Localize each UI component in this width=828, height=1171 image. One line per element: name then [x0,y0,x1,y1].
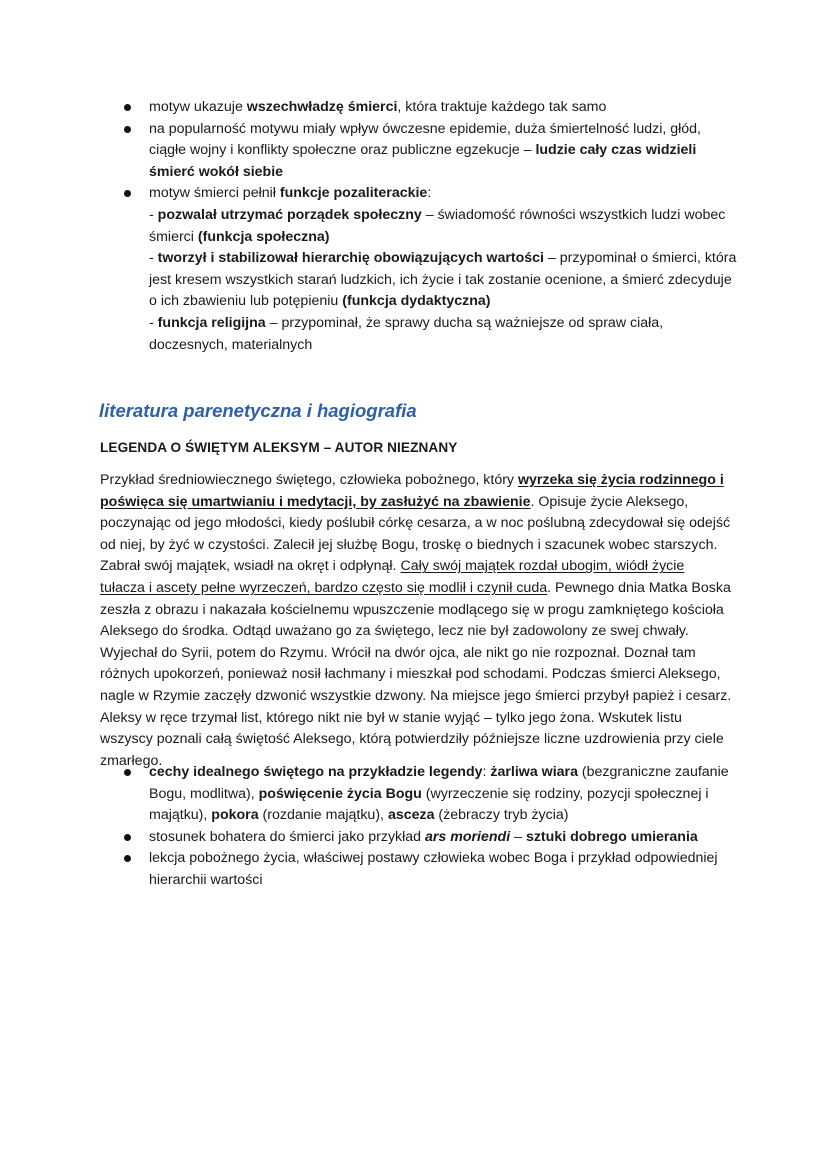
item-text: (wyrzeczenie się rodziny, pozycji społecznej i majątku), [149,785,709,824]
sub-bold-text: (funkcja społeczna) [197,228,330,245]
item-bold-text: sztuki dobrego umierania [525,828,698,845]
top-bullet-list [100,97,740,356]
legend-summary-paragraph [100,470,732,772]
list-item [100,827,740,849]
item-text: na popularność motywu miały wpływ ówczesne epidemie, duża śmiertelność ludzi, głód, ciągłe wojny i konflikty społeczne oraz publiczne egzekucje – [149,120,701,159]
item-text: (rozdanie majątku), [258,807,388,824]
item-text: (bezgraniczne zaufanie Bogu, modlitwa), [149,764,729,802]
item-bold-italic-text: ars moriendi [425,828,511,845]
item-text: : [427,185,432,202]
sub-dash: - [149,250,158,267]
item-bold-text: pokora [211,807,259,824]
paragraph-text: . Opisuje życie Aleksego, poczynając od jego młodości, kiedy poślubił córkę cesarza, a w noc poślubną zdecydował się odejść od niej, by żyć w czystości. Zalecił jej służbę Bogu, troskę o biednych i szacunek wobec starszych. Zabrał swój majątek, wsiadł na okręt i odpłynął. [100,493,731,575]
item-bold-text: asceza [387,807,435,824]
paragraph-text: . Pewnego dnia Matka Boska zeszła z obrazu i nakazała kościelnemu wpuszczenie modlącego się w progu zamkniętego kościoła Aleksego do środka. Odtąd uważano go za świętego, lecz nie był zadowolony ze swej chwały. Wyjechał do Syrii, potem do Rzymu. Wrócił na dwór ojca, ale nikt go nie rozpoznał. Doznał tam różnych upokorzeń, ponieważ nosił łachmany i mieszkał pod schodami. Podczas śmierci Aleksego, nagle w Rzymie zaczęły dzwonić wszystkie dzwony. Na miejsce jego śmierci przybył papież i cesarz. Aleksy w ręce trzymał list, którego nikt nie był w stanie wyjąć – tylko jego żona. Wskutek listu wszyscy poznali całą świętość Aleksego, którą potwierdziły późniejsze liczne uzdrowienia przy ciele zmarłego. [100,579,732,769]
item-bold-text: ludzie cały czas widzieli śmierć wokół siebie [149,142,697,180]
bullet-icon [124,126,131,133]
item-bold-text: poświęcenie życia Bogu [258,785,422,802]
item-text: stosunek bohatera do śmierci jako przykład [149,828,426,845]
sub-bold-text: pozwalał utrzymać porządek społeczny [157,206,422,223]
bullet-icon [124,834,131,841]
item-text: motyw śmierci pełnił [149,185,280,202]
sub-point-didactic [149,248,740,313]
item-text: motyw ukazuje [149,99,247,115]
list-item [100,183,740,356]
bullet-icon [124,104,131,111]
bottom-bullet-list [100,762,740,892]
list-item [100,848,740,891]
item-bold-text: żarliwa wiara [490,764,578,780]
list-item [100,762,740,827]
item-text: (żebraczy tryb życia) [434,807,569,824]
bullet-icon [124,769,131,776]
paragraph-text: Przykład średniowiecznego świętego, człowieka pobożnego, który [100,472,518,488]
item-text: lekcja pobożnego życia, właściwej postawy człowieka wobec Boga i przykład odpowiedniej hierarchii wartości [149,850,718,888]
sub-text: – przypominał o śmierci, która jest kresem wszystkich starań ludzkich, ich życie i tak zostanie ocenione, a śmierć zdecyduje o ich zbawieniu lub potępieniu [149,250,737,310]
sub-text: – świadomość równości wszystkich ludzi wobec śmierci [149,206,726,245]
item-bold-text: funkcje pozaliterackie [279,185,428,202]
item-bold-text: cechy idealnego świętego na przykładzie legendy [149,764,483,780]
sub-point-social [149,205,740,248]
sub-text: – przypominał, że sprawy ducha są ważniejsze od spraw ciała, doczesnych, materialnych [149,314,664,353]
legend-title: LEGENDA O ŚWIĘTYM ALEKSYM – AUTOR NIEZNANY [100,440,458,455]
section-heading: literatura parenetyczna i hagiografia [99,400,417,421]
underlined-bold-text: wyrzeka się życia rodzinnego i poświęca się umartwianiu i medytacji, by zasłużyć na zbawienie [100,472,724,510]
sub-point-religious [149,313,740,356]
item-text: : [482,764,491,780]
bullet-icon [124,855,131,862]
underlined-text: Cały swój majątek rozdał ubogim, wiódł życie tułacza i ascety pełne wyrzeczeń, bardzo często się modlił i czynił cuda [100,558,685,596]
item-text: – [510,828,526,845]
sub-bold-text: (funkcja dydaktyczna) [342,293,491,310]
sub-bold-text: funkcja religijna [157,314,266,331]
item-text: , która traktuje każdego tak samo [397,99,607,115]
bullet-icon [124,190,131,197]
sub-bold-text: tworzył i stabilizował hierarchię obowiązujących wartości [157,250,544,267]
item-bold-text: wszechwładzę śmierci [246,99,398,115]
sub-dash: - [149,206,158,223]
list-item [100,97,740,119]
list-item [100,119,740,184]
sub-dash: - [149,314,158,331]
